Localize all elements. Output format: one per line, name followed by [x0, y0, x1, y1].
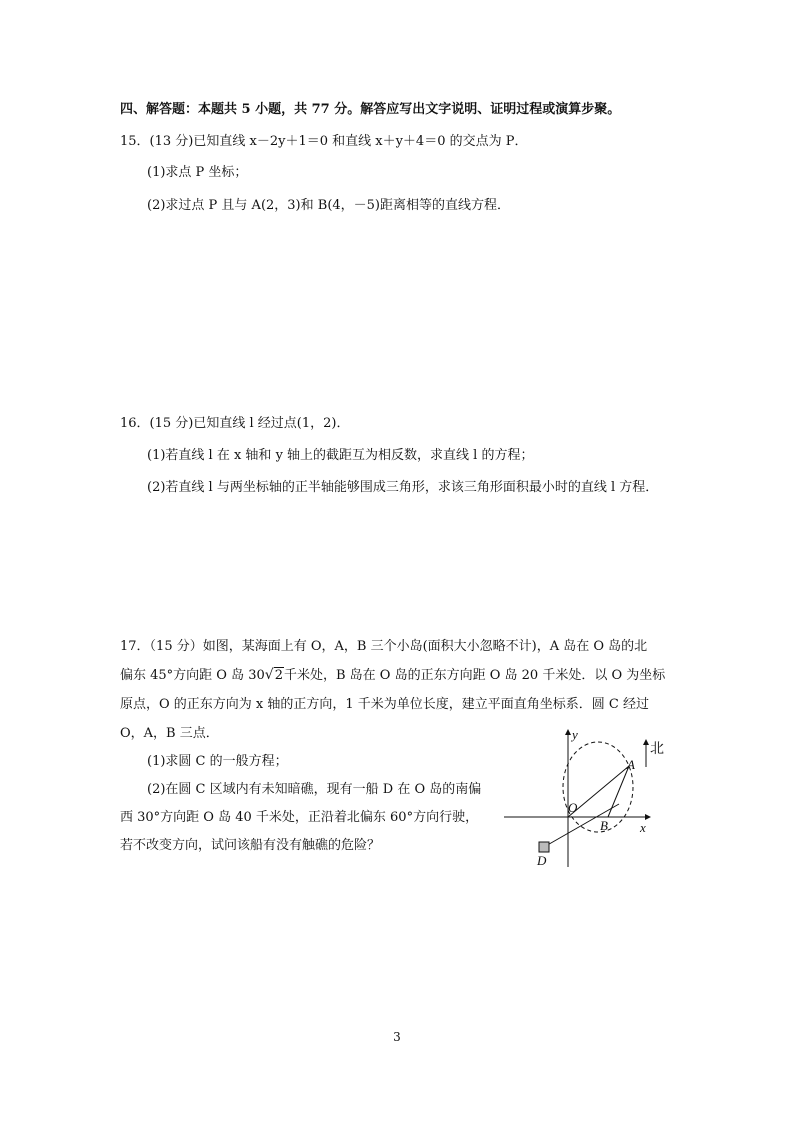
q17-line3: 原点，O 的正东方向为 x 轴的正方向，1 千米为单位长度，建立平面直角坐标系．圆 C 经过	[120, 697, 650, 712]
sqrt-symbol: √	[264, 667, 274, 683]
label-A: A	[627, 757, 635, 772]
q17-line2-end: 千米处，B 岛在 O 岛的正东方向距 O 岛 20 千米处．以 O 为坐标	[283, 668, 666, 683]
q16-part2: (2)若直线 l 与两坐标轴的正半轴能够围成三角形，求该三角形面积最小时的直线 l 方程．	[147, 480, 659, 495]
page-number: 3	[393, 1030, 401, 1044]
q17-line2	[120, 665, 665, 686]
q17-part1: (1)求圆 C 的一般方程；	[147, 754, 288, 769]
q17-line2-start: 偏东 45°方向距 O 岛 30	[120, 668, 265, 683]
label-north: 北	[650, 742, 664, 757]
label-x: x	[640, 820, 646, 835]
q17-line4: O，A，B 三点．	[120, 726, 219, 741]
ship-d-marker	[539, 842, 549, 852]
q15-part1: (1)求点 P 坐标；	[147, 165, 248, 180]
q15-part2: (2)求过点 P 且与 A(2，3)和 B(4，－5)距离相等的直线方程．	[147, 198, 511, 213]
q17-part2-line1: (2)在圆 C 区域内有未知暗礁，现有一船 D 在 O 岛的南偏	[147, 782, 482, 797]
section-header: 四、解答题：本题共 5 小题，共 77 分。解答应写出文字说明、证明过程或演算步聚。	[120, 102, 621, 117]
sqrt-radicand: 2	[274, 668, 283, 683]
segment-ab	[608, 766, 629, 817]
q17-part2-line3: 若不改变方向，试问该船有没有触礁的危险？	[120, 838, 381, 853]
circle-c	[563, 742, 633, 832]
label-y: y	[572, 727, 578, 742]
q16-part1: (1)若直线 l 在 x 轴和 y 轴上的截距互为相反数，求直线 l 的方程；	[147, 448, 534, 463]
label-O: O	[568, 800, 578, 815]
island-figure	[498, 722, 668, 872]
label-B: B	[600, 818, 608, 833]
q15-stem: 15．(13 分)已知直线 x－2y＋1＝0 和直线 x＋y＋4＝0 的交点为 P．	[120, 134, 528, 149]
q16-stem: 16．(15 分)已知直线 l 经过点(1，2)．	[120, 416, 350, 431]
q17-line1: 17．（15 分）如图，某海面上有 O，A，B 三个小岛(面积大小忽略不计)，A 岛在 O 岛的北	[120, 639, 648, 654]
q17-part2-line2: 西 30°方向距 O 岛 40 千米处，正沿着北偏东 60°方向行驶，	[120, 810, 479, 825]
label-D: D	[537, 853, 547, 868]
